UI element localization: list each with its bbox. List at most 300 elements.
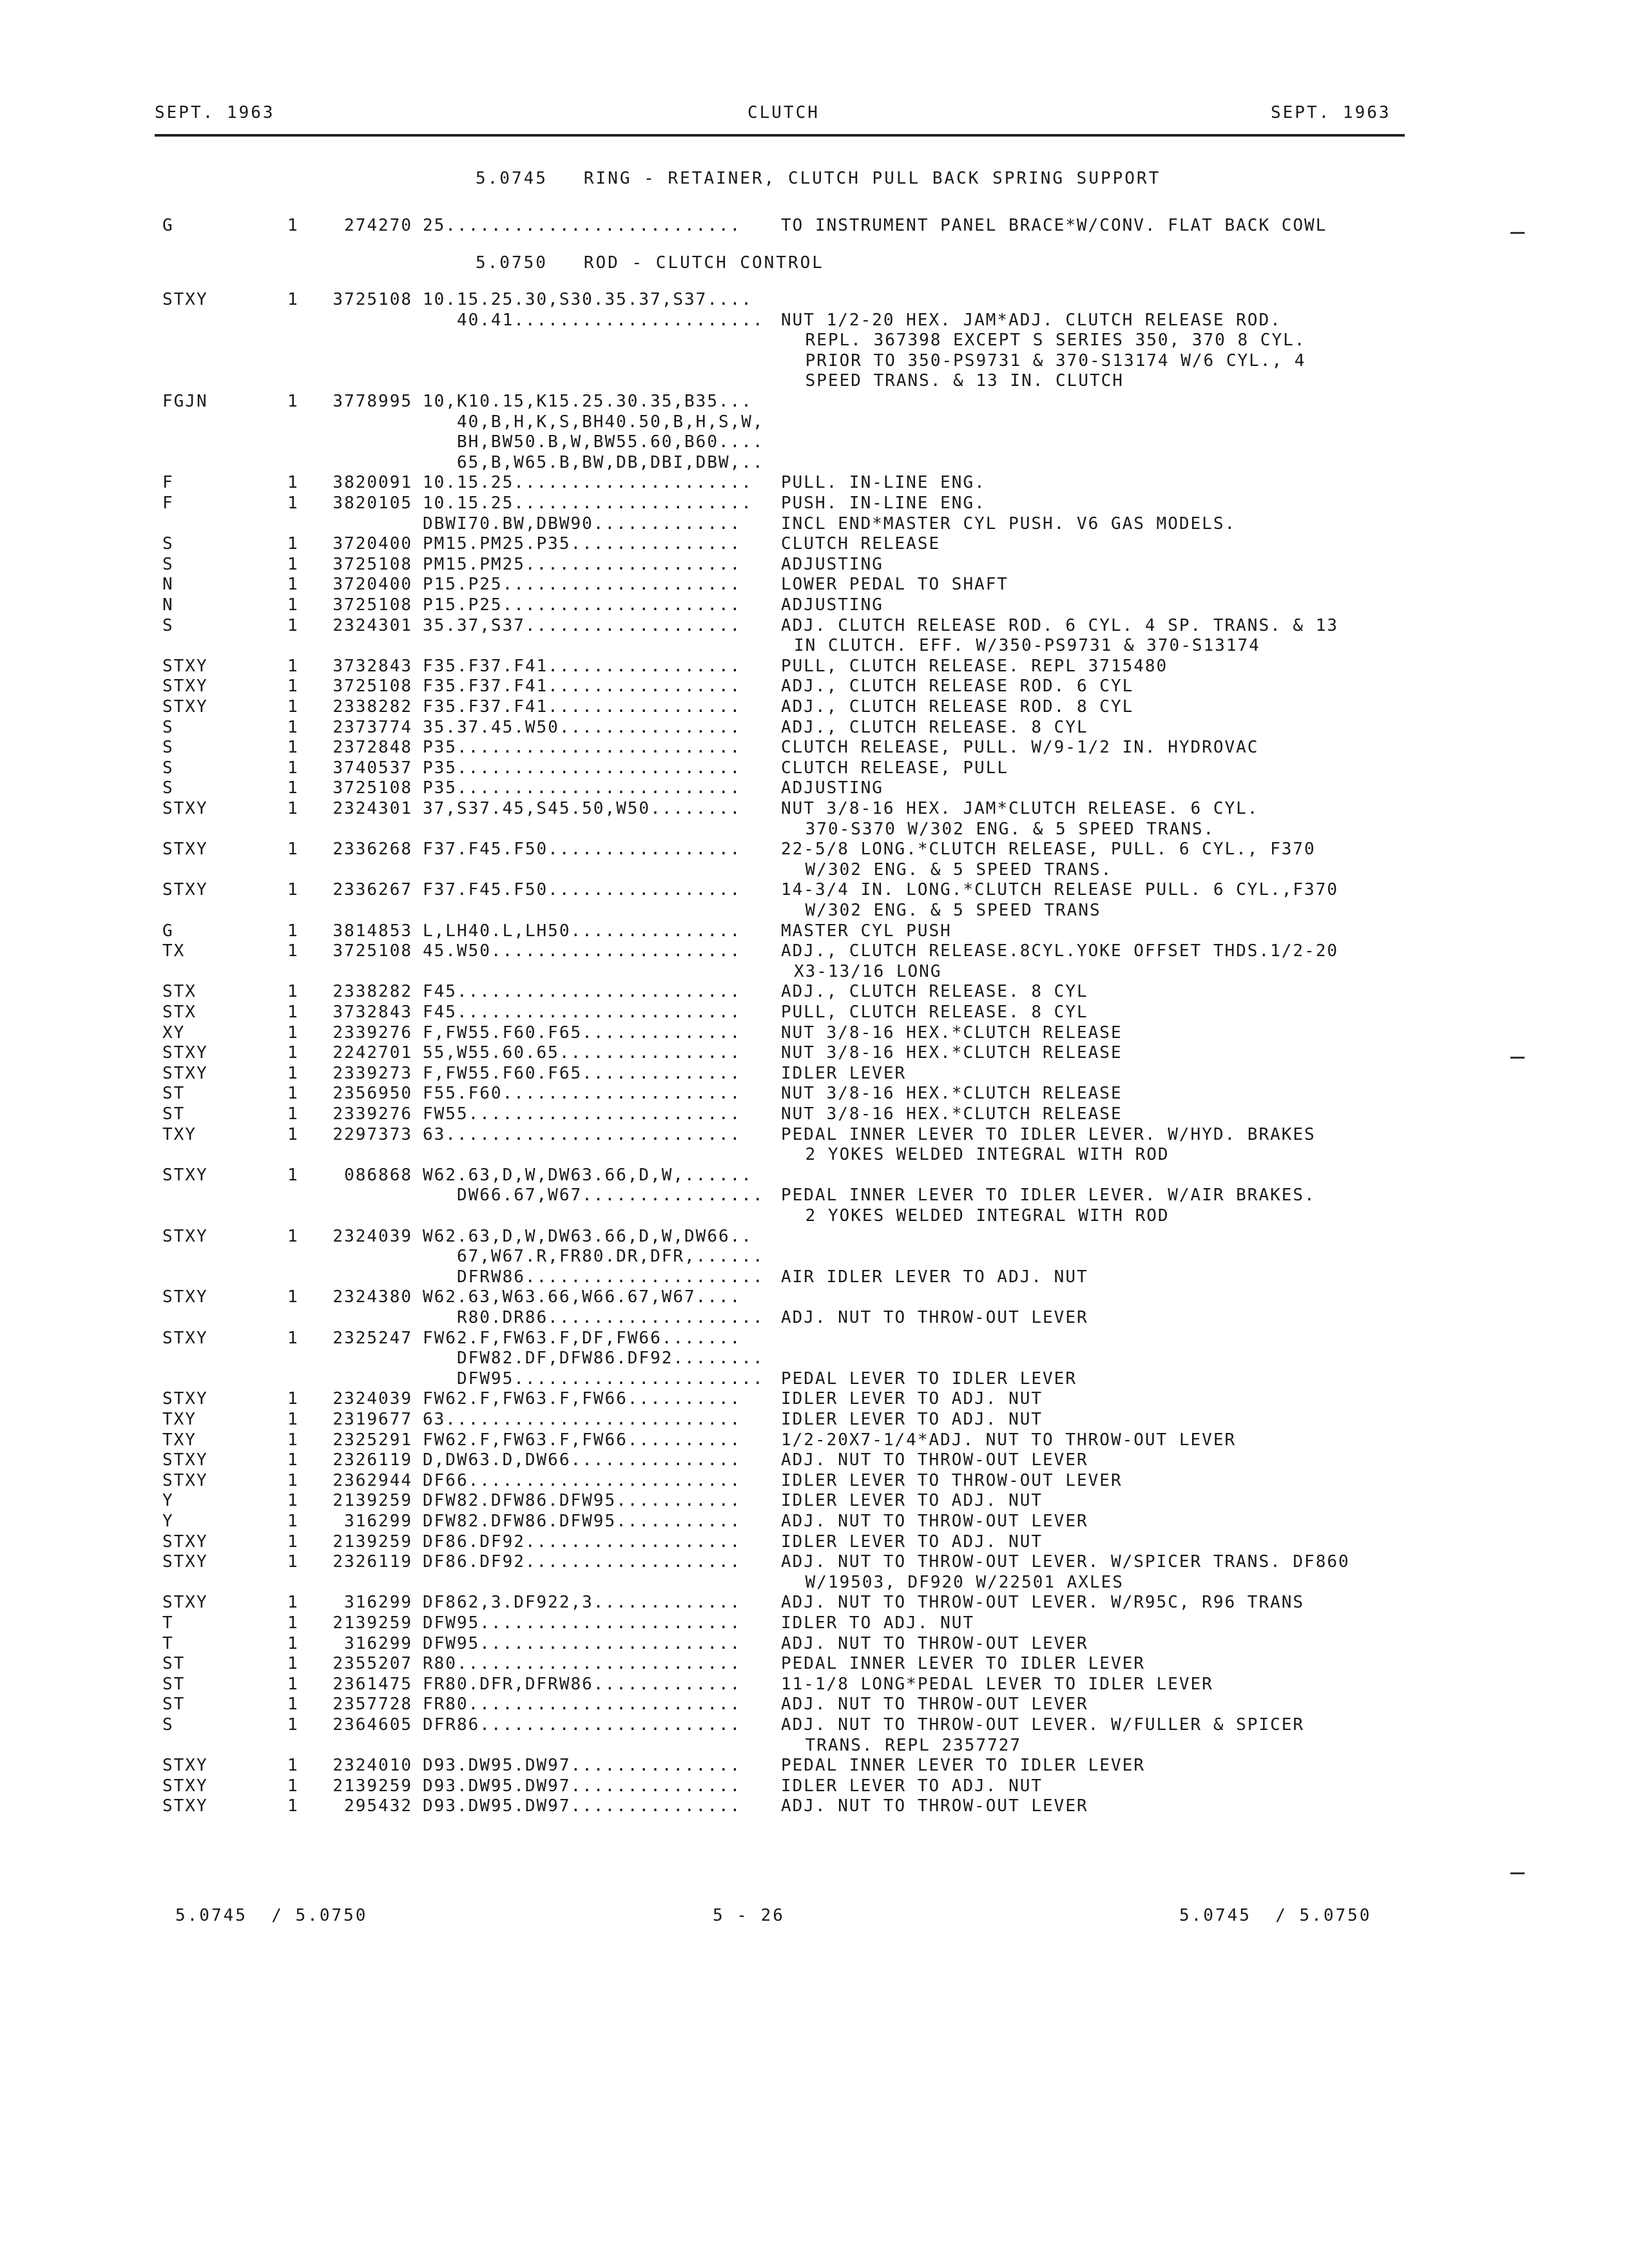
table-row	[0, 290, 1629, 311]
part-number: 2372848	[333, 738, 412, 757]
table-row	[0, 412, 1629, 433]
description: CLUTCH RELEASE, PULL. W/9-1/2 IN. HYDROVAC	[781, 738, 1259, 757]
part-number: 2338282	[333, 982, 412, 1001]
model-code: S	[162, 616, 174, 635]
part-number: 2364605	[333, 1715, 412, 1735]
application: DFRW86.....................	[423, 1267, 764, 1287]
application: DF862,3.DF922,3.............	[423, 1593, 742, 1612]
quantity: 1	[287, 1227, 299, 1246]
application: FW55........................	[423, 1104, 742, 1124]
table-row	[0, 1613, 1629, 1634]
table-row	[0, 1064, 1629, 1084]
application: PM15.PM25...................	[423, 555, 742, 574]
model-code: STXY	[162, 1389, 208, 1408]
table-row	[0, 1756, 1629, 1776]
description-continuation: 2 YOKES WELDED INTEGRAL WITH ROD	[794, 1206, 1170, 1225]
description-continuation: W/302 ENG. & 5 SPEED TRANS	[794, 901, 1101, 920]
quantity: 1	[287, 1043, 299, 1062]
header-rule	[155, 134, 1405, 137]
model-code: STXY	[162, 799, 208, 818]
quantity: 1	[287, 1532, 299, 1552]
quantity: 1	[287, 1512, 299, 1531]
description: ADJ., CLUTCH RELEASE ROD. 6 CYL	[781, 677, 1134, 696]
table-row	[0, 1043, 1629, 1064]
model-code: G	[162, 921, 174, 941]
table-row	[0, 982, 1629, 1003]
part-number: 2139259	[333, 1532, 412, 1552]
header-right-date: SEPT. 1963	[1271, 103, 1391, 122]
quantity: 1	[287, 1715, 299, 1735]
application: DFR86.......................	[423, 1715, 742, 1735]
description: PEDAL INNER LEVER TO IDLER LEVER. W/HYD. BRAKES	[781, 1125, 1316, 1144]
part-number: 2139259	[333, 1491, 412, 1510]
part-number: 2324301	[333, 799, 412, 818]
application: DBWI70.BW,DBW90.............	[423, 514, 742, 533]
part-number: 2339273	[333, 1064, 412, 1083]
margin-mark	[1510, 1057, 1525, 1059]
section-title: 5.0745 RING - RETAINER, CLUTCH PULL BACK SPRING SUPPORT	[476, 169, 1161, 188]
quantity: 1	[287, 758, 299, 778]
description-continuation: W/302 ENG. & 5 SPEED TRANS.	[794, 860, 1113, 879]
part-number: 2139259	[333, 1613, 412, 1633]
description: NUT 3/8-16 HEX.*CLUTCH RELEASE	[781, 1043, 1123, 1062]
table-row	[0, 1125, 1629, 1146]
quantity: 1	[287, 534, 299, 553]
table-row	[0, 718, 1629, 738]
application: FR80.DFR,DFRW86.............	[423, 1675, 742, 1694]
application: W62.63,D,W,DW63.66,D,W,DW66..	[423, 1227, 753, 1246]
application: DFW95.......................	[423, 1634, 742, 1653]
quantity: 1	[287, 1023, 299, 1043]
application: DFW95.......................	[423, 1613, 742, 1633]
part-number: 316299	[344, 1512, 412, 1531]
model-code: STXY	[162, 697, 208, 716]
application: 25..........................	[423, 216, 742, 235]
table-row	[0, 1491, 1629, 1512]
model-code: STXY	[162, 1329, 208, 1348]
quantity: 1	[287, 473, 299, 492]
part-number: 3725108	[333, 677, 412, 696]
table-row	[0, 697, 1629, 718]
part-number: 2326119	[333, 1552, 412, 1571]
table-row	[0, 616, 1629, 637]
description-continuation: 370-S370 W/302 ENG. & 5 SPEED TRANS.	[794, 820, 1215, 839]
model-code: S	[162, 778, 174, 798]
application: P15.P25.....................	[423, 595, 742, 615]
part-number: 2139259	[333, 1776, 412, 1796]
description: CLUTCH RELEASE, PULL	[781, 758, 1009, 778]
model-code: TXY	[162, 1430, 197, 1450]
quantity: 1	[287, 392, 299, 411]
model-code: XY	[162, 1023, 186, 1043]
model-code: ST	[162, 1104, 186, 1124]
application: FW62.F,FW63.F,FW66..........	[423, 1430, 742, 1450]
part-number: 3720400	[333, 575, 412, 594]
table-row	[0, 1532, 1629, 1553]
part-number: 2325291	[333, 1430, 412, 1450]
application: F35.F37.F41.................	[423, 677, 742, 696]
description: ADJ., CLUTCH RELEASE.8CYL.YOKE OFFSET THDS.1/2-20	[781, 941, 1339, 961]
application: 35.37,S37...................	[423, 616, 742, 635]
application: F45.........................	[423, 982, 742, 1001]
quantity: 1	[287, 1430, 299, 1450]
quantity: 1	[287, 921, 299, 941]
part-number: 2325247	[333, 1329, 412, 1348]
application: 10,K10.15,K15.25.30.35,B35...	[423, 392, 753, 411]
model-code: TXY	[162, 1410, 197, 1429]
application: 10.15.25.....................	[423, 494, 753, 513]
description-continuation: SPEED TRANS. & 13 IN. CLUTCH	[794, 371, 1124, 390]
quantity: 1	[287, 1491, 299, 1510]
description: PULL, CLUTCH RELEASE. REPL 3715480	[781, 657, 1168, 676]
table-row	[0, 799, 1629, 820]
application: F35.F37.F41.................	[423, 697, 742, 716]
model-code: STXY	[162, 1471, 208, 1490]
model-code: ST	[162, 1695, 186, 1714]
model-code: S	[162, 534, 174, 553]
part-number: 3740537	[333, 758, 412, 778]
table-row	[0, 1369, 1629, 1390]
table-row	[0, 1796, 1629, 1817]
part-number: 3814853	[333, 921, 412, 941]
description: ADJ., CLUTCH RELEASE. 8 CYL	[781, 718, 1088, 737]
description: 22-5/8 LONG.*CLUTCH RELEASE, PULL. 6 CYL., F370	[781, 840, 1316, 859]
table-row	[0, 494, 1629, 514]
table-row	[0, 1552, 1629, 1573]
description: IDLER LEVER	[781, 1064, 907, 1083]
description: PULL. IN-LINE ENG.	[781, 473, 986, 492]
application: 40,B,H,K,S,BH40.50,B,H,S,W,	[423, 412, 764, 432]
table-row	[0, 1084, 1629, 1104]
model-code: STXY	[162, 1756, 208, 1775]
description: ADJ. CLUTCH RELEASE ROD. 6 CYL. 4 SP. TRANS. & 13	[781, 616, 1339, 635]
table-row	[0, 941, 1629, 962]
description: 1/2-20X7-1/4*ADJ. NUT TO THROW-OUT LEVER	[781, 1430, 1237, 1450]
table-row	[0, 1776, 1629, 1797]
model-code: STXY	[162, 677, 208, 696]
description: ADJUSTING	[781, 555, 883, 574]
table-row	[0, 1430, 1629, 1451]
application: DFW82.DFW86.DFW95...........	[423, 1512, 742, 1531]
description: ADJ. NUT TO THROW-OUT LEVER	[781, 1512, 1088, 1531]
table-row	[0, 1634, 1629, 1655]
part-number: 3725108	[333, 595, 412, 615]
table-row	[0, 1349, 1629, 1369]
description: PEDAL LEVER TO IDLER LEVER	[781, 1369, 1077, 1389]
quantity: 1	[287, 216, 299, 235]
model-code: Y	[162, 1512, 174, 1531]
model-code: STXY	[162, 1776, 208, 1796]
quantity: 1	[287, 880, 299, 899]
model-code: STXY	[162, 880, 208, 899]
part-number: 2356950	[333, 1084, 412, 1103]
model-code: ST	[162, 1654, 186, 1673]
model-code: ST	[162, 1084, 186, 1103]
description: IDLER LEVER TO ADJ. NUT	[781, 1776, 1043, 1796]
part-number: 3820105	[333, 494, 412, 513]
quantity: 1	[287, 494, 299, 513]
model-code: STXY	[162, 657, 208, 676]
quantity: 1	[287, 1756, 299, 1775]
description: CLUTCH RELEASE	[781, 534, 941, 553]
margin-mark	[1510, 232, 1525, 234]
application: FW62.F,FW63.F,DF,FW66.......	[423, 1329, 742, 1348]
application: 65,B,W65.B,BW,DB,DBI,DBW,..	[423, 453, 764, 472]
table-row	[0, 311, 1629, 331]
application: DF86.DF92...................	[423, 1552, 742, 1571]
part-number: 2326119	[333, 1450, 412, 1470]
description: ADJ., CLUTCH RELEASE ROD. 8 CYL	[781, 697, 1134, 716]
description: TO INSTRUMENT PANEL BRACE*W/CONV. FLAT BACK COWL	[781, 216, 1327, 235]
part-number: 2362944	[333, 1471, 412, 1490]
model-code: STXY	[162, 1796, 208, 1816]
application: 45.W50......................	[423, 941, 742, 961]
part-number: 274270	[344, 216, 412, 235]
application: W62.63,W63.66,W66.67,W67....	[423, 1287, 742, 1307]
application: 35.37.45.W50................	[423, 718, 742, 737]
quantity: 1	[287, 1695, 299, 1714]
application: PM15.PM25.P35...............	[423, 534, 742, 553]
quantity: 1	[287, 1675, 299, 1694]
part-number: 2297373	[333, 1125, 412, 1144]
part-number: 086868	[344, 1166, 412, 1185]
description: PEDAL INNER LEVER TO IDLER LEVER	[781, 1654, 1145, 1673]
model-code: S	[162, 555, 174, 574]
table-row	[0, 534, 1629, 555]
table-row	[0, 778, 1629, 799]
application: W62.63,D,W,DW63.66,D,W,......	[423, 1166, 753, 1185]
quantity: 1	[287, 616, 299, 635]
application: F45.........................	[423, 1003, 742, 1022]
quantity: 1	[287, 840, 299, 859]
quantity: 1	[287, 1776, 299, 1796]
description: IDLER LEVER TO ADJ. NUT	[781, 1389, 1043, 1408]
description-continuation: X3-13/16 LONG	[794, 962, 942, 981]
quantity: 1	[287, 1166, 299, 1185]
quantity: 1	[287, 555, 299, 574]
model-code: STXY	[162, 1043, 208, 1062]
description: ADJ. NUT TO THROW-OUT LEVER	[781, 1796, 1088, 1816]
model-code: STXY	[162, 290, 208, 309]
model-code: T	[162, 1613, 174, 1633]
part-number: 3725108	[333, 555, 412, 574]
table-row	[0, 677, 1629, 697]
quantity: 1	[287, 738, 299, 757]
description: ADJ. NUT TO THROW-OUT LEVER	[781, 1695, 1088, 1714]
application: DFW82.DF,DFW86.DF92........	[423, 1349, 764, 1368]
table-row	[0, 575, 1629, 595]
description: PEDAL INNER LEVER TO IDLER LEVER	[781, 1756, 1145, 1775]
description: ADJ., CLUTCH RELEASE. 8 CYL	[781, 982, 1088, 1001]
description: ADJ. NUT TO THROW-OUT LEVER	[781, 1308, 1088, 1327]
part-number: 2324039	[333, 1227, 412, 1246]
part-number: 3725108	[333, 778, 412, 798]
application: 67,W67.R,FR80.DR,DFR,......	[423, 1247, 764, 1266]
application: F37.F45.F50.................	[423, 840, 742, 859]
description: NUT 1/2-20 HEX. JAM*ADJ. CLUTCH RELEASE ROD.	[781, 311, 1282, 330]
model-code: STXY	[162, 1227, 208, 1246]
application: D93.DW95.DW97...............	[423, 1796, 742, 1816]
description-continuation: TRANS. REPL 2357727	[794, 1736, 1022, 1755]
table-row	[0, 453, 1629, 474]
table-row	[0, 1471, 1629, 1492]
description-continuation: W/19503, DF920 W/22501 AXLES	[794, 1573, 1124, 1592]
footer-page-number: 5 - 26	[713, 1906, 785, 1925]
table-row	[0, 432, 1629, 453]
application: P15.P25.....................	[423, 575, 742, 594]
quantity: 1	[287, 1329, 299, 1348]
part-number: 2339276	[333, 1023, 412, 1043]
description: AIR IDLER LEVER TO ADJ. NUT	[781, 1267, 1088, 1287]
model-code: N	[162, 595, 174, 615]
part-number: 316299	[344, 1634, 412, 1653]
table-row	[0, 1450, 1629, 1471]
description: ADJ. NUT TO THROW-OUT LEVER	[781, 1450, 1088, 1470]
description: NUT 3/8-16 HEX.*CLUTCH RELEASE	[781, 1023, 1123, 1043]
application: 10.15.25.30,S30.35.37,S37....	[423, 290, 753, 309]
description-continuation: IN CLUTCH. EFF. W/350-PS9731 & 370-S13174	[794, 636, 1260, 655]
table-row	[0, 216, 1629, 236]
quantity: 1	[287, 1287, 299, 1307]
table-row	[0, 921, 1629, 942]
table-row	[0, 1654, 1629, 1675]
description: PEDAL INNER LEVER TO IDLER LEVER. W/AIR BRAKES.	[781, 1186, 1316, 1205]
table-row	[0, 1247, 1629, 1267]
table-row	[0, 1675, 1629, 1695]
table-row	[0, 738, 1629, 758]
application: D,DW63.D,DW66...............	[423, 1450, 742, 1470]
description: PULL, CLUTCH RELEASE. 8 CYL	[781, 1003, 1088, 1022]
application: D93.DW95.DW97...............	[423, 1776, 742, 1796]
description-continuation: 2 YOKES WELDED INTEGRAL WITH ROD	[794, 1145, 1170, 1164]
model-code: ST	[162, 1675, 186, 1694]
quantity: 1	[287, 1104, 299, 1124]
table-row	[0, 758, 1629, 779]
part-number: 3732843	[333, 1003, 412, 1022]
table-row	[0, 1104, 1629, 1125]
description-continuation: REPL. 367398 EXCEPT S SERIES 350, 370 8 CYL.	[794, 331, 1306, 350]
table-row	[0, 840, 1629, 860]
table-row	[0, 473, 1629, 494]
part-number: 316299	[344, 1593, 412, 1612]
description: ADJ. NUT TO THROW-OUT LEVER. W/FULLER & SPICER	[781, 1715, 1305, 1735]
application: 37,S37.45,S45.50,W50........	[423, 799, 742, 818]
quantity: 1	[287, 1450, 299, 1470]
application: L,LH40.L,LH50...............	[423, 921, 742, 941]
table-row	[0, 1267, 1629, 1288]
model-code: F	[162, 494, 174, 513]
description: 14-3/4 IN. LONG.*CLUTCH RELEASE PULL. 6 CYL.,F370	[781, 880, 1339, 899]
application: DFW82.DFW86.DFW95...........	[423, 1491, 742, 1510]
description: 11-1/8 LONG*PEDAL LEVER TO IDLER LEVER	[781, 1675, 1213, 1694]
description: NUT 3/8-16 HEX.*CLUTCH RELEASE	[781, 1084, 1123, 1103]
table-row	[0, 1023, 1629, 1044]
part-number: 2324039	[333, 1389, 412, 1408]
table-row	[0, 1593, 1629, 1613]
part-number: 3820091	[333, 473, 412, 492]
header-title: CLUTCH	[747, 103, 820, 122]
table-row	[0, 880, 1629, 901]
table-row	[0, 1329, 1629, 1349]
quantity: 1	[287, 1471, 299, 1490]
model-code: STXY	[162, 1450, 208, 1470]
description: PUSH. IN-LINE ENG.	[781, 494, 986, 513]
quantity: 1	[287, 1634, 299, 1653]
model-code: STXY	[162, 840, 208, 859]
model-code: TX	[162, 941, 186, 961]
table-row	[0, 555, 1629, 575]
model-code: STXY	[162, 1552, 208, 1571]
table-row	[0, 1227, 1629, 1247]
margin-mark	[1510, 1872, 1525, 1874]
model-code: S	[162, 758, 174, 778]
model-code: STXY	[162, 1532, 208, 1552]
quantity: 1	[287, 778, 299, 798]
part-number: 3725108	[333, 941, 412, 961]
model-code: STXY	[162, 1064, 208, 1083]
application: 55,W55.60.65................	[423, 1043, 742, 1062]
description: MASTER CYL PUSH	[781, 921, 952, 941]
part-number: 2324010	[333, 1756, 412, 1775]
footer-left-ref: 5.0745 / 5.0750	[175, 1906, 368, 1925]
application: D93.DW95.DW97...............	[423, 1756, 742, 1775]
description: IDLER LEVER TO THROW-OUT LEVER	[781, 1471, 1123, 1490]
table-row	[0, 1287, 1629, 1308]
model-code: G	[162, 216, 174, 235]
model-code: N	[162, 575, 174, 594]
quantity: 1	[287, 1613, 299, 1633]
quantity: 1	[287, 1064, 299, 1083]
table-row	[0, 1715, 1629, 1736]
model-code: STX	[162, 1003, 197, 1022]
table-row	[0, 1186, 1629, 1206]
part-number: 2361475	[333, 1675, 412, 1694]
table-row	[0, 392, 1629, 412]
part-number: 2373774	[333, 718, 412, 737]
model-code: S	[162, 738, 174, 757]
part-number: 2324301	[333, 616, 412, 635]
application: BH,BW50.B,W,BW55.60,B60....	[423, 432, 764, 452]
description: ADJ. NUT TO THROW-OUT LEVER. W/R95C, R96 TRANS	[781, 1593, 1305, 1612]
description: ADJ. NUT TO THROW-OUT LEVER	[781, 1634, 1088, 1653]
part-number: 2339276	[333, 1104, 412, 1124]
description-continuation: PRIOR TO 350-PS9731 & 370-S13174 W/6 CYL., 4	[794, 351, 1306, 370]
model-code: Y	[162, 1491, 174, 1510]
section-title: 5.0750 ROD - CLUTCH CONTROL	[476, 253, 824, 273]
quantity: 1	[287, 1593, 299, 1612]
application: F37.F45.F50.................	[423, 880, 742, 899]
quantity: 1	[287, 799, 299, 818]
application: F,FW55.F60.F65..............	[423, 1064, 742, 1083]
quantity: 1	[287, 1410, 299, 1429]
quantity: 1	[287, 677, 299, 696]
table-row	[0, 1512, 1629, 1532]
description: ADJUSTING	[781, 595, 883, 615]
model-code: TXY	[162, 1125, 197, 1144]
part-number: 3732843	[333, 657, 412, 676]
part-number: 2338282	[333, 697, 412, 716]
part-number: 2319677	[333, 1410, 412, 1429]
table-row	[0, 514, 1629, 535]
quantity: 1	[287, 657, 299, 676]
model-code: FGJN	[162, 392, 208, 411]
model-code: STX	[162, 982, 197, 1001]
application: R80.DR86...................	[423, 1308, 764, 1327]
quantity: 1	[287, 1003, 299, 1022]
part-number: 2336267	[333, 880, 412, 899]
quantity: 1	[287, 1125, 299, 1144]
application: 63..........................	[423, 1410, 742, 1429]
